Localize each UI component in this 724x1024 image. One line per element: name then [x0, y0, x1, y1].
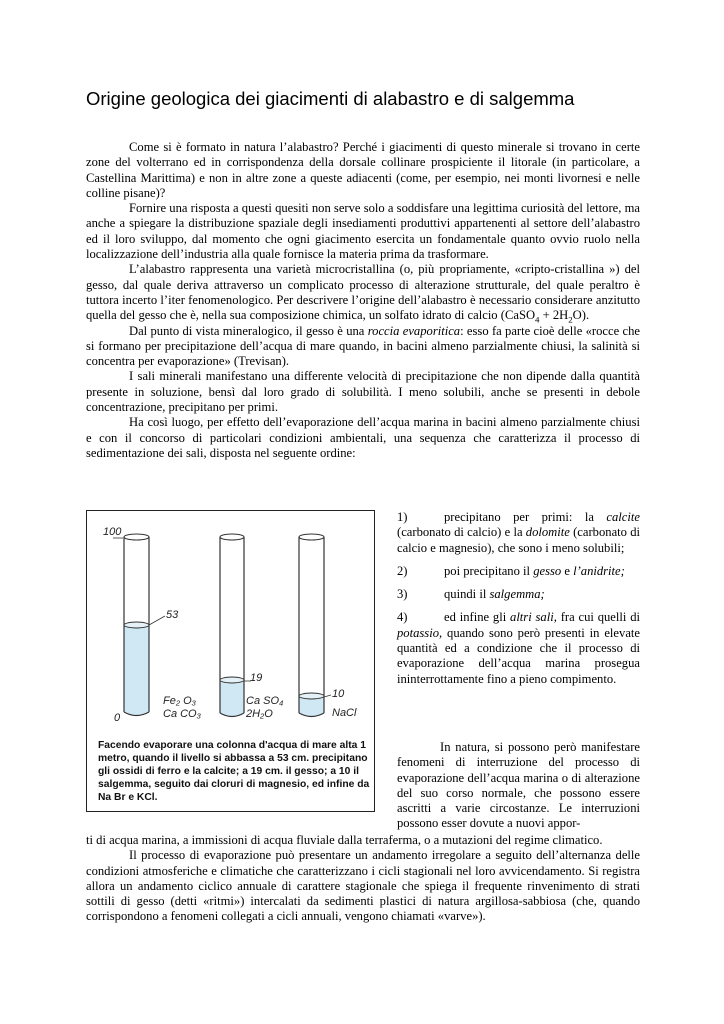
paragraph-evaporazione: Il processo di evaporazione può presentare un andamento irregolare a seguito dell’alternanza delle condizioni atmosferiche e climatiche che caratterizzano i cicli stagionali nel loro avvicendamento. Si registra allora un andamento ciclico annuale di carattere stagionale che spiega il frequente rinvenimento di strati sottili di gesso (detti «ritmi») intercalati da sedimenti plastici di natura argillosa-sabbiosa (che, quando corrispondono a fenomeni collegati a cicli annuali, vengono chiamati «varve»).: [86, 848, 640, 924]
water-column-1: [124, 625, 149, 712]
paragraph-2: Fornire una risposta a questi quesiti non serve solo a soddisfare una legittima curiosità del lettore, ma anche a spiegare la distribuzione spaziale degli insediamenti produttivi appartenenti al settore dell’alabastro ed il loro sviluppo, dal momento che ogni giacimento esercita un fondamentale quanto ovvio ruolo nella localizzazione dell’industria alla quale fornisce la materia prima da trasformare.: [86, 201, 640, 262]
tube-2: [220, 534, 244, 717]
list-item-1: 1) precipitano per primi: la calcite (carbonato di calcio) e la dolomite (carbonato di calcio e magnesio), che sono i meno solubili;: [397, 510, 640, 555]
water-column-2: [220, 680, 244, 713]
paragraph-1: Come si è formato in natura l’alabastro? Perché i giacimenti di questo minerale si trovano in certe zone del volterrano ed in corrispondenza della dorsale collinare prospiciente il litorale (in particolare, a Castellina Marittima) e non in altre zone a queste adiacenti (come, per esempio, nei monti livornesi e nelle colline pisane)?: [86, 140, 640, 200]
chem-2h2o: 2H₂O: [246, 708, 273, 720]
label-10: 10: [332, 688, 345, 700]
list-item-3: 3) quindi il salgemma;: [397, 587, 545, 602]
intro-text: [86, 140, 640, 461]
list-item-2: 2) poi precipitano il gesso e l’anidrite;: [397, 563, 625, 578]
paragraph-3: L’alabastro rappresenta una varietà microcristallina (o, più propriamente, «cripto-cristallina ») del gesso, dal quale deriva attraverso un complicato processo di alterazione strutturale, del quale peraltro è tuttora incerto l’iter fenomenologico. Per descrivere l’origine dell’alabastro è necessario considerare anzitutto quella del gesso che è, nella sua composizione chimica, un solfato idrato di calcio (CaSO$_4$ + $2H_2O$).: [86, 262, 640, 325]
chem-caco3: Ca CO₃: [163, 708, 201, 720]
label-19: 19: [250, 672, 263, 684]
bottom-text: [86, 833, 640, 925]
tube-3: [299, 534, 324, 717]
paragraph-natura: In natura, si possono però manifestare fenomeni di interruzione del processo di evaporazione dell’acqua marina o di alterazione del suo corso normale, che possono essere ascritti a varie circostanze. Le interruzioni possono esser dovute a nuovi appor-: [397, 740, 640, 831]
chem-nacl: NaCl: [332, 707, 357, 719]
label-100: 100: [103, 526, 122, 538]
tube-1: [124, 534, 149, 716]
natura-text: [397, 740, 640, 832]
paragraph-6: Ha così luogo, per effetto dell’evaporazione dell’acqua marina in bacini almeno parzialmente chiusi e con il concorso di particolari condizioni ambientali, una sequenza che caratterizza il processo di sedimentazione dei sali, disposta nel seguente ordine:: [86, 415, 640, 460]
chem-fe2o3: Fe₂ O₃: [163, 695, 197, 707]
label-53: 53: [166, 609, 179, 621]
label-0: 0: [114, 712, 121, 724]
paragraph-4: Dal punto di vista mineralogico, il gesso è una roccia evaporitica: esso fa parte cioè delle «rocce che si formano per precipitazione dell’acqua di mare quando, in bacini almeno parzialmente chiusi, la salinità si concentra per evaporazione» (Trevisan).: [86, 323, 640, 369]
sedimentation-list: [397, 510, 640, 695]
list-item-4: 4) ed infine gli altri sali, fra cui quelli di potassio, quando sono però presenti in elevate quantità ed a condizione che il processo di evaporazione dell’acqua marina prosegua ininterrottamente fino a pieno compimento.: [397, 610, 640, 686]
chem-caso4: Ca SO₄: [246, 695, 284, 707]
evaporation-figure: [86, 510, 375, 812]
paragraph-continuation: ti di acqua marina, a immissioni di acqua fluviale dalla terraferma, o a mutazioni del regime climatico.: [86, 833, 603, 847]
paragraph-5: I sali minerali manifestano una differente velocità di precipitazione che non dipende dalla quantità presente in soluzione, bensì dal loro grado di solubilità. I meno solubili, anche se presenti in debole concentrazione, precipitano per primi.: [86, 369, 640, 415]
figure-caption: Facendo evaporare una colonna d'acqua di mare alta 1 metro, quando il livello si abbassa a 53 cm. precipitano gli ossidi di ferro e la calcite; a 19 cm. il gesso; a 10 il salgemma, seguito dai cloruri di magnesio, ed infine da Na Br e KCl.: [98, 740, 370, 803]
page-title: Origine geologica dei giacimenti di alabastro e di salgemma: [86, 88, 575, 109]
